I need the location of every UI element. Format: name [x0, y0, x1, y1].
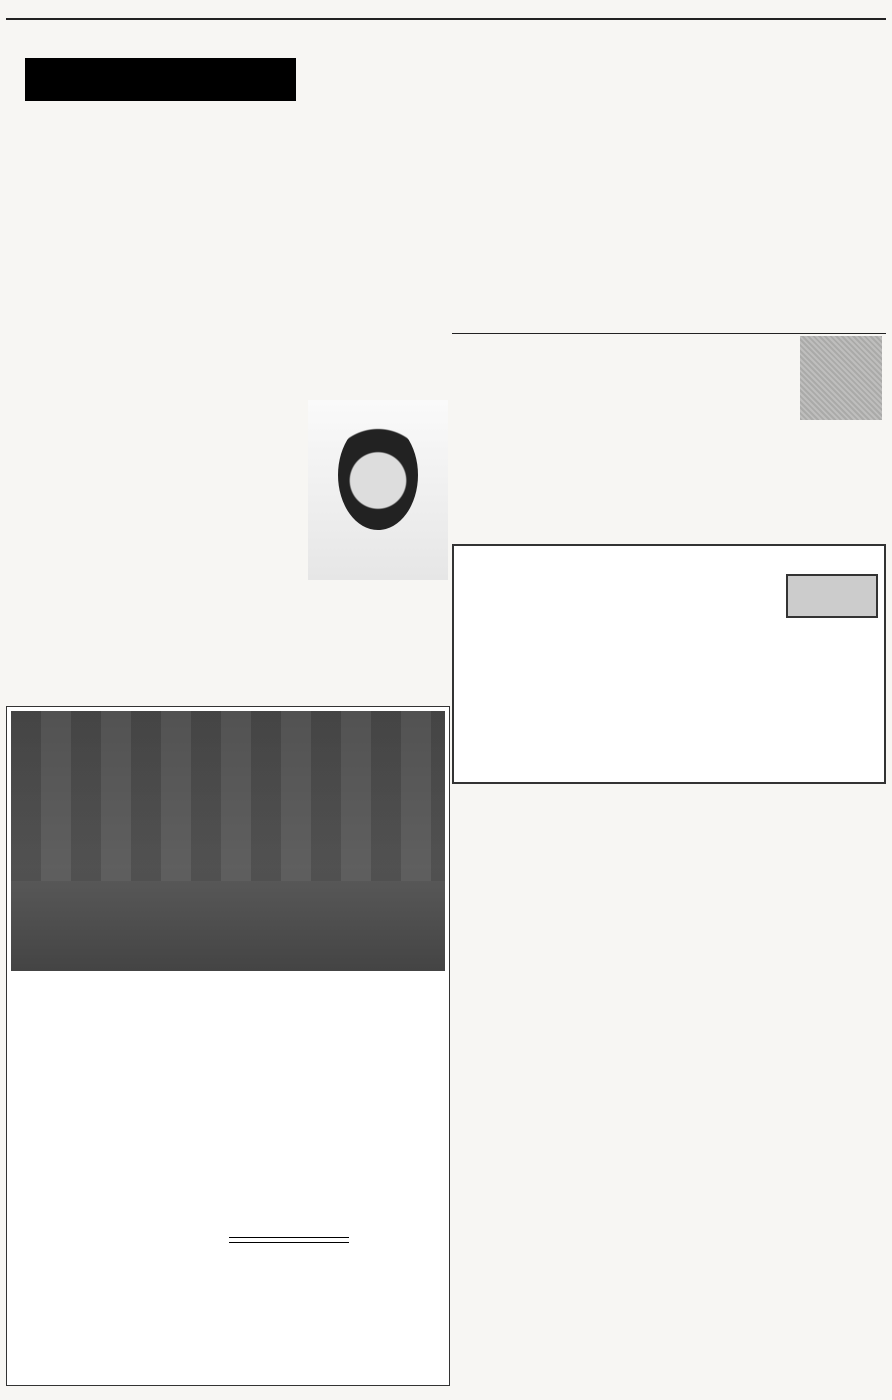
- mens-club-body: [452, 370, 734, 522]
- lds-body: [596, 90, 733, 300]
- theology-body: [452, 54, 587, 338]
- fogel-photo: [308, 400, 448, 580]
- karmanos-ad: [6, 706, 450, 1386]
- gary-graff-photo: [800, 336, 882, 420]
- sisterhood-body-2: [232, 480, 304, 588]
- portrait-icon: [338, 420, 418, 530]
- eilu-body-start: [596, 322, 733, 358]
- masthead-rule: [6, 18, 886, 20]
- karmanos-logo: [229, 1237, 349, 1243]
- divider: [452, 333, 886, 334]
- vbs-body: [162, 124, 300, 344]
- uu-body: [6, 180, 152, 320]
- ad-photo: [11, 711, 445, 971]
- eilu-body: [740, 50, 886, 340]
- canterbury-ad: [452, 544, 886, 784]
- sisterhood-body-3: [232, 590, 450, 696]
- sisterhood-body: [6, 480, 228, 688]
- section-banner: [25, 58, 296, 101]
- shir-tikvah-body: [308, 92, 448, 350]
- photo-texture: [11, 711, 445, 881]
- canterbury-sign: [786, 574, 878, 618]
